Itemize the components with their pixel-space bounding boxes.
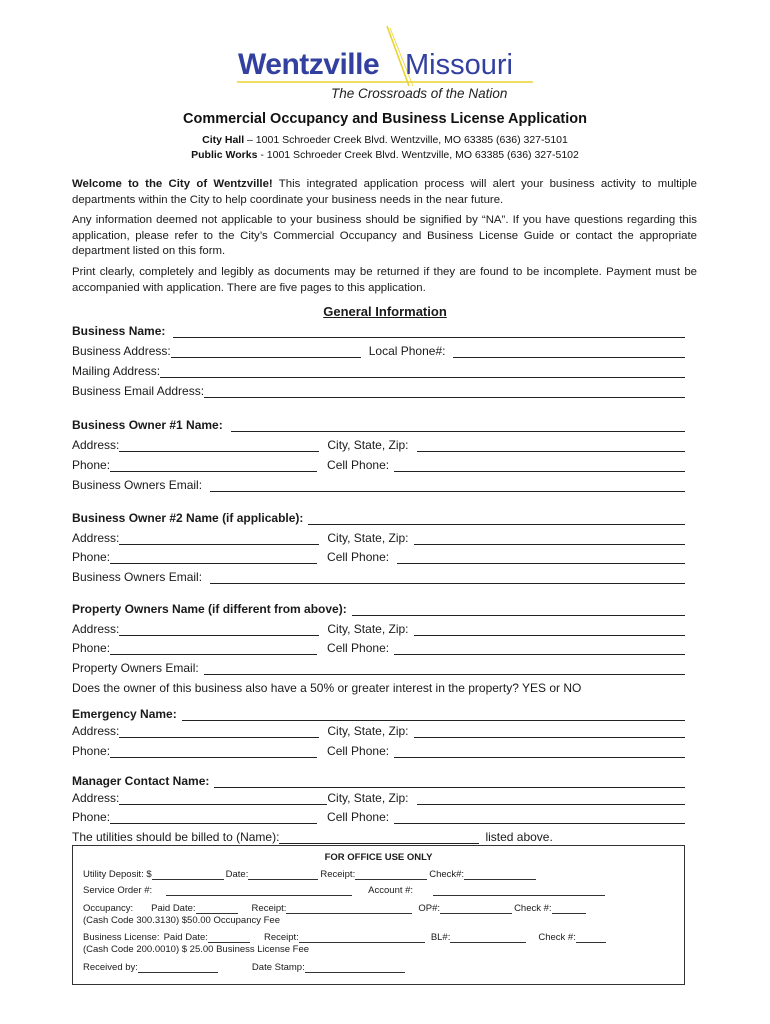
office-utility-deposit-field[interactable] [152, 869, 224, 880]
business-address-field[interactable] [171, 345, 361, 358]
property-owner-city-label: City, State, Zip: [327, 622, 409, 636]
owner2-phone-row [72, 548, 685, 564]
office-license-row [83, 931, 608, 943]
wentzville-logo [235, 24, 535, 106]
property-owner-address-row [72, 620, 685, 636]
owner2-email-field[interactable] [210, 571, 685, 584]
office-date-stamp-label: Date Stamp: [251, 962, 305, 973]
section-title-general-information: General Information [323, 304, 447, 319]
logo-tagline: The Crossroads of the Nation [331, 86, 508, 101]
manager-address-label: Address: [72, 791, 120, 805]
emergency-address-field[interactable] [119, 725, 319, 738]
office-account-field[interactable] [433, 885, 605, 896]
business-name-label: Business Name: [72, 324, 166, 338]
owner1-address-row [72, 436, 685, 452]
office-check-label: Check#: [429, 869, 465, 880]
manager-phone-label: Phone: [72, 810, 111, 824]
office-receipt-label: Receipt: [320, 869, 356, 880]
property-owner-address-field[interactable] [119, 623, 319, 636]
office-occupancy-label: Occupancy: [83, 903, 134, 914]
office-check-field[interactable] [464, 869, 536, 880]
office-bl-field[interactable] [450, 932, 526, 943]
office-service-order-field[interactable] [166, 885, 352, 896]
office-service-order-row [83, 884, 607, 896]
mailing-address-row [72, 362, 685, 378]
property-owner-cell-field[interactable] [394, 642, 685, 655]
office-use-box [72, 845, 685, 985]
interest-question-row [72, 679, 685, 695]
owner1-phone-label: Phone: [72, 458, 111, 472]
public-works-address [0, 149, 770, 161]
manager-name-row [72, 772, 685, 788]
property-owner-name-label: Property Owners Name (if different from above): [72, 602, 347, 616]
office-utility-deposit-label: Utility Deposit: $ [83, 869, 152, 880]
manager-city-label: City, State, Zip: [327, 791, 409, 805]
business-address-label: Business Address: [72, 344, 171, 358]
office-license-check-label: Check #: [538, 932, 576, 943]
business-email-label: Business Email Address: [72, 384, 205, 398]
office-service-order-label: Service Order #: [83, 885, 153, 896]
property-owner-address-label: Address: [72, 622, 120, 636]
manager-cell-label: Cell Phone: [327, 810, 390, 824]
utilities-billed-field[interactable] [279, 831, 479, 844]
welcome-rest: This integrated application process will alert your business activity to multiple departments within the City to help coordinate your business needs in the near future. [72, 178, 697, 206]
mailing-address-field[interactable] [160, 365, 685, 378]
office-op-label: OP#: [418, 903, 441, 914]
owner1-city-label: City, State, Zip: [327, 438, 409, 452]
manager-city-field[interactable] [417, 792, 686, 805]
logo-wordmark-wentzville: Wentzville [238, 48, 380, 81]
owner1-city-field[interactable] [417, 439, 686, 452]
public-works-label: Public Works [191, 149, 258, 161]
emergency-cell-field[interactable] [394, 745, 685, 758]
owner1-phone-row [72, 456, 685, 472]
manager-name-field[interactable] [214, 775, 685, 788]
emergency-name-row [72, 705, 685, 721]
office-received-row [83, 961, 407, 973]
owner2-phone-field[interactable] [110, 551, 317, 564]
office-occupancy-receipt-field[interactable] [286, 903, 412, 914]
owner1-address-field[interactable] [119, 439, 319, 452]
office-account-label: Account #: [368, 885, 414, 896]
city-hall-address [0, 134, 770, 146]
owner1-name-row [72, 416, 685, 432]
owner2-address-label: Address: [72, 531, 120, 545]
interest-question-text: Does the owner of this business also have a 50% or greater interest in the property? YES or NO [72, 681, 582, 695]
office-license-paid-date-label: Paid Date: [163, 932, 208, 943]
office-received-by-label: Received by: [83, 962, 138, 973]
property-owner-phone-field[interactable] [110, 642, 317, 655]
logo-wordmark-missouri: Missouri [405, 49, 513, 81]
business-email-field[interactable] [204, 385, 685, 398]
utilities-billed-label: The utilities should be billed to (Name): [72, 830, 280, 844]
emergency-phone-field[interactable] [110, 745, 317, 758]
office-use-heading: FOR OFFICE USE ONLY [324, 852, 433, 863]
welcome-bold: Welcome to the City of Wentzville! [72, 178, 273, 190]
emergency-city-field[interactable] [414, 725, 686, 738]
owner2-city-field[interactable] [414, 532, 686, 545]
public-works-text: - 1001 Schroeder Creek Blvd. Wentzville, MO 63385 (636) 327-5102 [257, 149, 579, 161]
office-license-paid-date-field[interactable] [208, 932, 250, 943]
office-occupancy-code: (Cash Code 300.3130) $50.00 Occupancy Fee [83, 915, 280, 926]
owner2-address-row [72, 529, 685, 545]
property-owner-phone-label: Phone: [72, 641, 111, 655]
local-phone-label: Local Phone#: [368, 344, 446, 358]
office-date-label: Date: [225, 869, 249, 880]
owner2-cell-label: Cell Phone: [327, 550, 390, 564]
owner1-email-label: Business Owners Email: [72, 478, 203, 492]
owner1-address-label: Address: [72, 438, 120, 452]
office-license-code: (Cash Code 200.0010) $ 25.00 Business License Fee [83, 944, 310, 955]
property-owner-name-field[interactable] [352, 603, 685, 616]
office-receipt-field[interactable] [355, 869, 427, 880]
emergency-phone-row [72, 742, 685, 758]
manager-cell-field[interactable] [394, 811, 685, 824]
emergency-name-label: Emergency Name: [72, 707, 177, 721]
city-hall-text: – 1001 Schroeder Creek Blvd. Wentzville, MO 63385 (636) 327-5101 [244, 134, 568, 146]
office-bl-label: BL#: [430, 932, 451, 943]
business-name-row [72, 322, 685, 338]
office-occupancy-check-field[interactable] [552, 903, 586, 914]
property-owner-email-row [72, 659, 685, 675]
office-license-code-row [83, 943, 309, 955]
property-owner-name-row [72, 600, 685, 616]
office-occupancy-receipt-label: Receipt: [251, 903, 287, 914]
owner2-name-label: Business Owner #2 Name (if applicable): [72, 511, 304, 525]
city-hall-label: City Hall [202, 134, 245, 146]
manager-phone-row [72, 808, 685, 824]
owner1-name-field[interactable] [231, 419, 685, 432]
owner2-city-label: City, State, Zip: [327, 531, 409, 545]
manager-address-field[interactable] [119, 792, 327, 805]
office-date-field[interactable] [248, 869, 318, 880]
business-email-row [72, 382, 685, 398]
office-occupancy-paid-date-label: Paid Date: [151, 903, 196, 914]
office-occupancy-code-row [83, 914, 280, 926]
property-owner-cell-label: Cell Phone: [327, 641, 390, 655]
owner2-cell-field[interactable] [397, 551, 685, 564]
emergency-phone-label: Phone: [72, 744, 111, 758]
owner1-cell-label: Cell Phone: [327, 458, 390, 472]
office-op-field[interactable] [440, 903, 512, 914]
emergency-cell-label: Cell Phone: [327, 744, 390, 758]
owner1-email-field[interactable] [210, 479, 685, 492]
owner1-cell-field[interactable] [394, 459, 685, 472]
page-title: Commercial Occupancy and Business License Application [183, 111, 587, 127]
office-date-stamp-field[interactable] [305, 962, 405, 973]
utilities-billed-row [72, 828, 685, 844]
office-license-check-field[interactable] [576, 932, 606, 943]
owner1-name-label: Business Owner #1 Name: [72, 418, 223, 432]
owner2-address-field[interactable] [119, 532, 319, 545]
manager-address-row [72, 789, 685, 805]
owner2-name-field[interactable] [308, 512, 685, 525]
business-address-row [72, 342, 685, 358]
office-license-label: Business License: [83, 932, 160, 943]
welcome-paragraph [72, 177, 697, 208]
office-license-receipt-label: Receipt: [263, 932, 299, 943]
listed-above-text: listed above. [485, 830, 553, 844]
emergency-address-label: Address: [72, 724, 120, 738]
print-paragraph: Print clearly, completely and legibly as documents may be returned if they are found to be incomplete. Payment must be accompanied with application. There are five pages to this application. [72, 266, 697, 294]
property-owner-phone-row [72, 639, 685, 655]
manager-phone-field[interactable] [110, 811, 317, 824]
owner1-email-row [72, 476, 685, 492]
office-occupancy-check-label: Check #: [514, 903, 552, 914]
owner2-email-label: Business Owners Email: [72, 570, 203, 584]
emergency-city-label: City, State, Zip: [327, 724, 409, 738]
office-license-receipt-field[interactable] [299, 932, 425, 943]
office-occupancy-row [83, 902, 588, 914]
emergency-address-row [72, 722, 685, 738]
mailing-address-label: Mailing Address: [72, 364, 161, 378]
office-received-by-field[interactable] [138, 962, 218, 973]
owner1-phone-field[interactable] [110, 459, 317, 472]
owner2-name-row [72, 509, 685, 525]
property-owner-email-label: Property Owners Email: [72, 661, 199, 675]
business-name-field[interactable] [173, 325, 685, 338]
na-paragraph: Any information deemed not applicable to your business should be signified by “NA”. If you have questions regarding this application, please refer to the City’s Commercial Occupancy and Business License Guide or contact the appropriate department listed on this form. [72, 214, 697, 257]
local-phone-field[interactable] [453, 345, 685, 358]
owner2-email-row [72, 568, 685, 584]
emergency-name-field[interactable] [182, 708, 685, 721]
property-owner-email-field[interactable] [204, 662, 685, 675]
office-occupancy-paid-date-field[interactable] [196, 903, 238, 914]
manager-name-label: Manager Contact Name: [72, 774, 210, 788]
office-utility-row [83, 868, 538, 880]
property-owner-city-field[interactable] [414, 623, 686, 636]
owner2-phone-label: Phone: [72, 550, 111, 564]
